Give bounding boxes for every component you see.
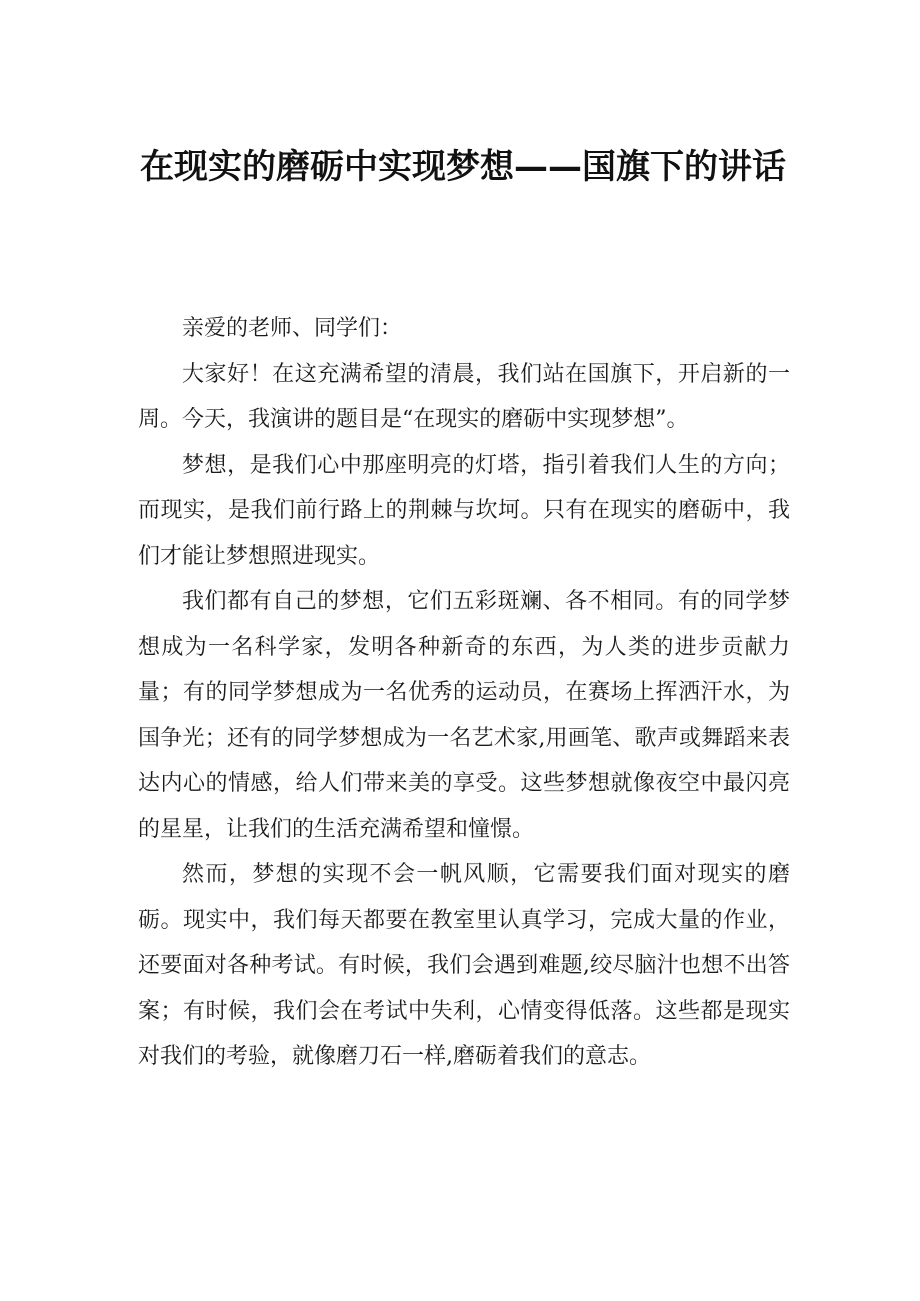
paragraph-greeting: 大家好！在这充满希望的清晨，我们站在国旗下，开启新的一周。今天，我演讲的题目是“在现实的磨砺中实现梦想”。: [138, 361, 790, 432]
paragraph-our-dreams: 我们都有自己的梦想，它们五彩斑斓、各不相同。有的同学梦想成为一名科学家，发明各种新奇的东西，为人类的进步贡献力量；有的同学梦想成为一名优秀的运动员，在赛场上挥洒汗水，为国争光；还有的同学梦想成为一名艺术家,用画笔、歌声或舞蹈来表达内心的情感，给人们带来美的享受。这些梦想就像夜空中最闪亮的星星，让我们的生活充满希望和憧憬。: [138, 589, 790, 842]
paragraph-salutation: 亲爱的老师、同学们：: [182, 316, 403, 341]
document-body: [138, 306, 790, 1080]
document-title: 在现实的磨砺中实现梦想——国旗下的讲话: [140, 147, 786, 187]
paragraph-dream-definition: 梦想，是我们心中那座明亮的灯塔，指引着我们人生的方向；而现实，是我们前行路上的荆棘与坎坷。只有在现实的磨砺中，我们才能让梦想照进现实。: [138, 452, 790, 569]
paragraph-reality-challenges: 然而，梦想的实现不会一帆风顺，它需要我们面对现实的磨砺。现实中，我们每天都要在教室里认真学习，完成大量的作业，还要面对各种考试。有时候，我们会遇到难题,绞尽脑汁也想不出答案；有时候，我们会在考试中失利，心情变得低落。这些都是现实对我们的考验，就像磨刀石一样,磨砺着我们的意志。: [138, 862, 790, 1069]
